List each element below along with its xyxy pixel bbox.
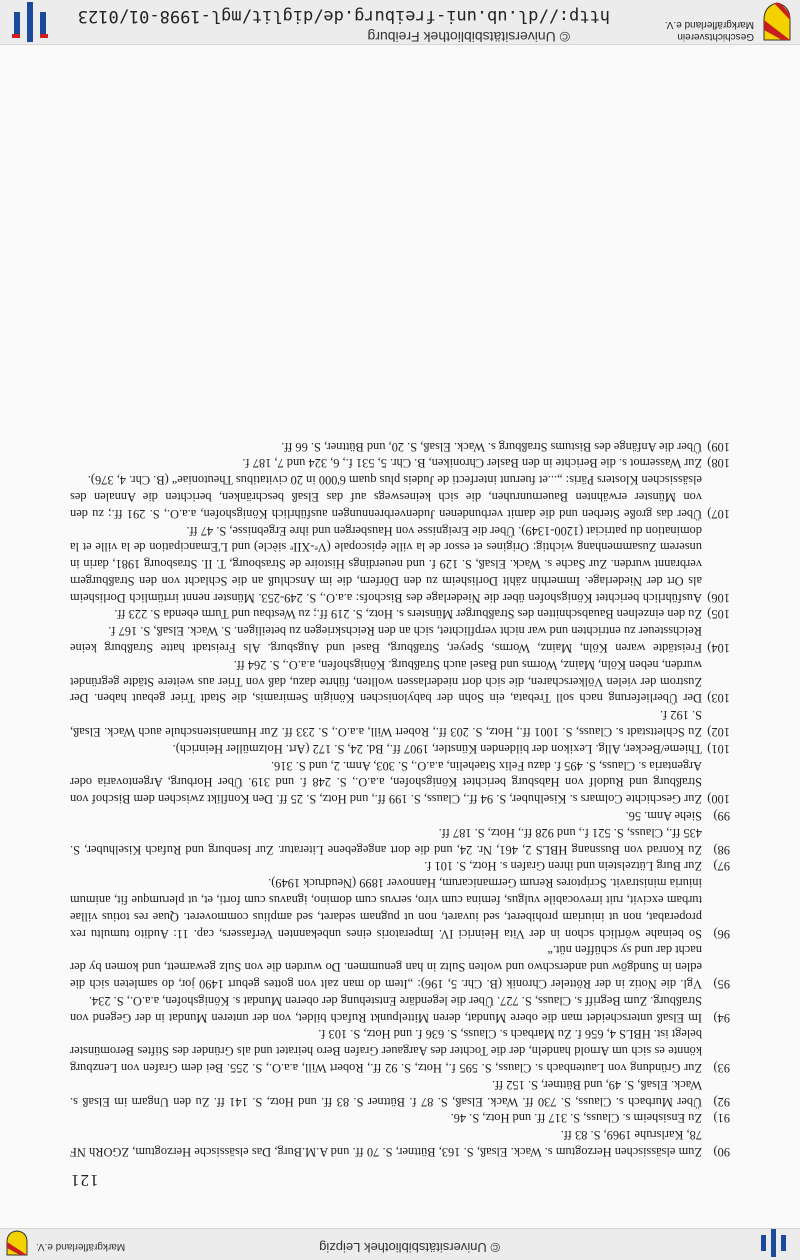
footnote-text: Freistädte waren Köln, Mainz, Worms, Speyer, Straßburg, Basel und Augsburg. Als Freistadt hatte Straßburg keine Reichssteuer zu entrichten und war nicht verpflichtet, sich an den Reichskriegen zu beteiligen. S. Wack. Elsaß, S. 167 f. (70, 624, 702, 656)
footnote-text: Zu Konrad von Bussnang HBLS 2, 461, Nr. 24, und die dort angegebene Literatur. Zur Isenburg und Rufach Kiselhuber, S. 435 ff., Clauss, S. 521 f., und 928 ff., Hotz, S. 187 ff. (70, 825, 702, 857)
footnote-text: Der Überlieferung nach soll Trebata, ein Sohn der babylonischen Königin Semiramis, die Stadt Trier gebaut haben. Der Zustrom der vielen Völkerscharen, die sich dort niederlassen wollten, führte dazu, daß von Trier aus weitere Städte gegründet wurden, neben Köln, Mainz, Worms und Basel auch Straßburg. Königshofen, a.a.O., S. 264 ff. (70, 657, 702, 706)
footnote-text: Zur Burg Lützelstein und ihren Grafen s. Hotz, S. 101 f. (424, 859, 702, 874)
footnote-number: 100) (707, 792, 730, 807)
footnote-text: Zu den einzelnen Bauabschnitten des Straßburger Münsters s. Hotz, S. 219 ff.; zu Westbau und Turm ebenda S. 223 ff. (114, 607, 702, 622)
footnote-number: 106) (707, 590, 730, 605)
footnote-text: So beinahe wörtlich schon in der Vita Heinrici IV. Imperatoris eines unbekannten Verfassers, cap. 11: Audito tumultu rex properabat, non ut iniuriam prohiberet, sed iuvaret, non ut pugnam sedaret, sed amplius commoveret. Quae res totius villae turbam excivit, ruit irrevocabile vulgus, femina cum viro, servus cum domino, ignavus cum forti, et, ut plerumque fit, animum iniuria ministravit. Scriptores Rerum Germanicarum, Hannover 1899 (Neudruck 1949). (70, 876, 702, 941)
permalink-url[interactable]: http://dl.ub.uni-freiburg.de/diglit/mgl-1998-01/0123 (77, 6, 610, 26)
library-credit: © Universitätsbibliothek Freiburg (367, 29, 570, 45)
footnote-number: 97) (713, 859, 730, 874)
footnote (70, 824, 730, 858)
footnote-text: Siehe Anm. 56. (625, 809, 702, 824)
footnote (70, 1110, 730, 1127)
footnote-number: 101) (707, 741, 730, 756)
university-library-logo-icon (758, 1229, 788, 1257)
footnote-text: Über das große Sterben und die damit verbundenen Judenverbrennungen ausführlich Königshofen, a.a.O., S. 291 ff.; zu den von Münster erwähnten Bauernunruhen, die sich keineswegs auf das Elsaß beschränken, berichten die Annalen des elsässischen Klosters Päris: „...et fuerunt interfecti de Judeis plus quam 6'000 in 20 civitatibus Theutoniae“ (B. Chr. 4, 376). (70, 473, 702, 521)
footnotes-list (70, 438, 730, 1160)
footnote (70, 992, 730, 1026)
page-number: 121 (70, 1171, 99, 1190)
footer-band (0, 1228, 800, 1259)
association-crest-icon (762, 2, 792, 42)
footnote-number: 102) (707, 725, 730, 740)
footnote-text: Zur Geschichte Colmars s. Kiselhuber, S. 94 ff., Clauss, S. 199 ff., und Hotz, S. 25 ff. Den Konflikt zwischen dem Bischof von Straßburg und Rudolf von Habsburg berichtet Königshofen, a.a.O., S. 248 f. und 319. Über Horburg, Argentovaria oder Argentaria s. Clauss, S. 495 f. dazu Felix Staehelin, a.a.O., S. 303, Anm. 2, und S. 316. (70, 758, 702, 807)
footnote (70, 740, 730, 757)
footnote-number: 105) (707, 607, 730, 622)
footnote-number: 99) (713, 809, 730, 824)
association-crest-icon (6, 1230, 28, 1256)
footnote (70, 807, 730, 824)
footnote (70, 1026, 730, 1076)
footnote (70, 656, 730, 706)
footnote (70, 606, 730, 623)
footnote-number: 107) (707, 506, 730, 521)
footnote-text: Zu Schlettstadt s. Clauss, S. 1001 ff., Hotz, S. 203 ff., Robert Will, a.a.O., S. 233 ff. Zur Humanistenschule auch Wack. Elsaß, S. 192 f. (70, 708, 702, 740)
footnote (70, 455, 730, 472)
footnote (70, 942, 730, 992)
footnote-number: 95) (713, 977, 730, 992)
footnote (70, 1076, 730, 1110)
footnote (70, 757, 730, 807)
footnote (70, 623, 730, 657)
footnote-number: 94) (713, 1010, 730, 1025)
footnote-number: 90) (713, 1145, 730, 1159)
association-name: Geschichtsverein Markgräflerland e.V. (664, 19, 754, 42)
footnote (70, 471, 730, 521)
footnote (70, 874, 730, 941)
footer-association-name: Markgräflerland e.V. (36, 1241, 126, 1252)
footnote-text: Zum elsässischen Herzogtum s. Wack. Elsaß, S. 163, Büttner, S. 70 ff. und A.M.Burg, Das elsässische Herzogtum, ZGORh NF 78, Karlsruhe 1969, S. 83 ff. (70, 1128, 702, 1159)
footnote (70, 522, 730, 606)
footnote-number: 104) (707, 641, 730, 656)
footnote (70, 1126, 730, 1160)
footnote-text: Im Elsaß unterscheidet man die obere Mundat, deren Mittelpunkt Rufach bildet, von der unteren Mundat in der Gegend von Straßburg. Zum Begriff s. Clauss, S. 727. Über die legendäre Entstehung der oberen Mundat s. Königshofen, a.a.O., S. 234. (70, 993, 702, 1025)
footnote-number: 108) (707, 456, 730, 471)
footnote-number: 96) (713, 926, 730, 941)
footnote-number: 98) (713, 842, 730, 857)
footnote (70, 858, 730, 875)
footnote-number: 103) (707, 691, 730, 706)
footnote-number: 93) (713, 1061, 730, 1076)
footnote (70, 438, 730, 455)
footer-library-credit: © Universitätsbibliothek Leipzig (319, 1240, 500, 1255)
footnote-number: 109) (707, 439, 730, 454)
university-library-logo-icon (10, 2, 50, 42)
footnote-text: Ausführlich berichtet Königshofen über die Niederlage des Bischofs: a.a.O., S. 249-253. Münster nennt irrtümlich Dorlisheim als Ort der Niederlage. Immerhin zählt Dorlisheim zu den Dörfern, die im Anschluß an die Schlacht von den Straßburgern verbrannt wurden. Zur Sache s. Wack. Elsaß, S. 129 f. und neuerdings Histoire de Strasbourg, T. II. Strasbourg 1981, darin in unserem Zusammenhang wichtig: Origines et essor de la ville épiscopale (Vᵉ-XIIᵉ siècle) und L'Emancipation de la ville et la domination du patriciat (1200-1349). Über die Ereignisse von Hausbergen und ihre Ergebnisse, S. 47 ff. (70, 523, 702, 605)
footnote-text: Über die Anfänge des Bistums Straßburg s. Wack. Elsaß, S. 20, und Büttner, S. 66 ff. (281, 439, 702, 454)
header-band (0, 0, 800, 44)
footnote-text: Zur Wassernot s. die Berichte in den Basler Chroniken, B. Chr. 5, 531 f., 6, 324 und 7, 187 f. (242, 456, 702, 471)
footnote-number: 91) (713, 1111, 730, 1126)
footnote-text: Zur Gründung von Lautenbach s. Clauss, S. 595 f., Hotz, S. 92 ff., Robert Will, a.a.O., S. 255. Bei dem Grafen von Lenzburg könnte es sich um Arnold handeln, der die Tochter des Aargauer Grafen Bero heiratet und als Gründer des Stiftes Beromünster belegt ist. HBLS 4, 656 f. Zu Marbach s. Clauss, S. 636 f. und Hotz, S. 103 f. (70, 1027, 702, 1076)
footnote-text: Zu Ensisheim s. Clauss, S. 317 ff. und Hotz, S. 46. (450, 1111, 702, 1126)
footnote-text: Über Murbach s. Clauss, S. 730 ff. Wack. Elsaß, S. 87 f. Büttner S. 83 ff. und Hotz, S. 141 ff. Zu den Ungarn im Elsaß s. Wack. Elsaß, S. 49, und Büttner, S. 152 ff. (70, 1077, 702, 1109)
footnote-text: Thieme/Becker, Allg. Lexikon der bildenden Künstler, 1907 ff., Bd. 24, S. 172 (Art. Holzmüller Heinrich). (172, 741, 702, 756)
footnote-text: Vgl. die Notiz in der Rötteler Chronik (B. Chr. 5, 196): „Item do man zalt von gottes geburt 1490 jor, do samleten sich die edlen in Sundgöw und anderschwo und wolten Sultz in han genummen. Do wurden die von Sulz gewarnett, und komen by der nacht dar und sy schüffen nüt.“ (70, 943, 702, 992)
footnote (70, 706, 730, 740)
footnote-number: 92) (713, 1094, 730, 1109)
scanned-page (70, 170, 730, 1190)
